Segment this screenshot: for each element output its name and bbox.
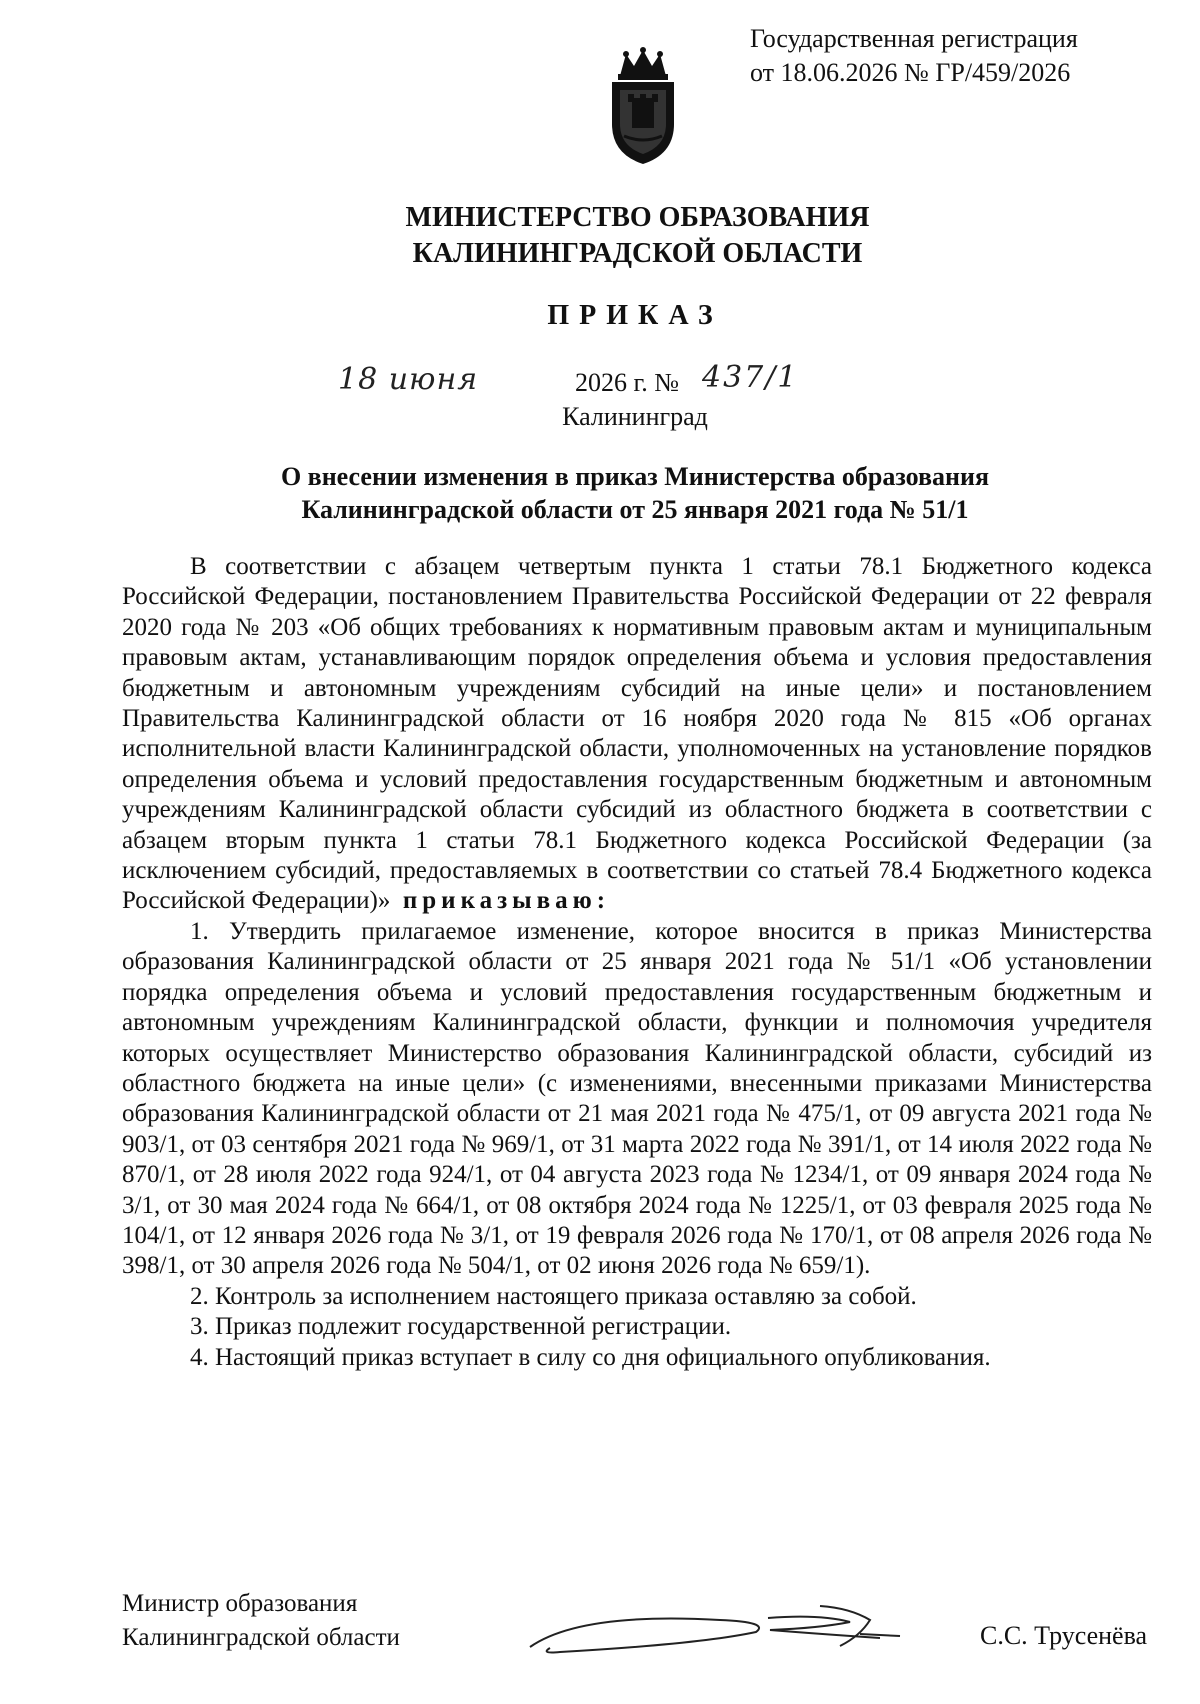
subject-line-1: О внесении изменения в приказ Министерства образования: [280, 462, 990, 491]
year-number-label: 2026 г. №: [575, 368, 680, 397]
ministry-line-1: МИНИСТЕРСТВО ОБРАЗОВАНИЯ: [405, 202, 870, 233]
registration-stamp: [750, 22, 1078, 90]
order-word: приказываю:: [402, 887, 611, 915]
order-subject: [0, 460, 1200, 526]
registration-line-2: от 18.06.2026 № ГР/459/2026: [750, 58, 1071, 87]
preamble-text: В соответствии с абзацем четвертым пункта 1 статьи 78.1 Бюджетного кодекса Российской Федерации, постановлением Правительства Российской Федерации от 22 февраля 2020 года № 203 «Об общих требованиях к нормативным правовым актам и муниципальным правовым актам, устанавливающим порядок определения объема и условия предоставления бюджетным и автономным учреждениям субсидий на иные цели» и постановлением Правительства Калининградской области от 16 ноября 2020 года № 815 «Об органах исполнительной власти Калининградской области, уполномоченных на установление порядков определения объема и условий предоставления государственным бюджетным и автономным учреждениям Калининградской области субсидий из областного бюджета в соответствии с абзацем вторым пункта 1 статьи 78.1 Бюджетного кодекса Российской Федерации (за исключением субсидий, предоставляемых в соответствии со статьей 78.4 Бюджетного кодекса Российской Федерации)»: [122, 553, 1152, 915]
position-line-2: Калининградской области: [122, 1624, 400, 1651]
order-title: ПРИКАЗ: [547, 300, 723, 331]
subject-line-2: Калининградской области от 25 января 2021 года № 51/1: [301, 495, 969, 524]
handwritten-signature-icon: [520, 1592, 940, 1662]
coat-of-arms-icon: [598, 46, 688, 166]
item-3-paragraph: 3. Приказ подлежит государственной регистрации.: [190, 1313, 732, 1341]
item-1-paragraph: 1. Утвердить прилагаемое изменение, которое вносится в приказ Министерства образования Калининградской области от 25 января 2021 года № 51/1 «Об установлении порядка определения объема и условий предоставления государственным бюджетным и автономным учреждениям Калининградской области, функции и полномочия учредителя которых осуществляет Министерство образования Калининградской области, субсидий из областного бюджета на иные цели» (с изменениями, внесенными приказами Министерства образования Калининградской области от 21 мая 2021 года № 475/1, от 09 августа 2021 года № 903/1, от 03 сентября 2021 года № 969/1, от 31 марта 2022 года № 391/1, от 14 июля 2022 года № 870/1, от 28 июля 2022 года 924/1, от 04 августа 2023 года № 1234/1, от 09 января 2024 года № 3/1, от 30 мая 2024 года № 664/1, от 08 октября 2024 года № 1225/1, от 03 февраля 2025 года № 104/1, от 12 января 2026 года № 3/1, от 19 февраля 2026 года № 170/1, от 08 апреля 2026 года № 398/1, от 30 апреля 2026 года № 504/1, от 02 июня 2026 года № 659/1).: [122, 917, 1152, 1280]
registration-line-1: Государственная регистрация: [750, 24, 1078, 53]
city-name: Калининград: [562, 402, 708, 431]
preamble-paragraph: [122, 552, 1152, 917]
handwritten-date: 18 июня: [338, 362, 479, 397]
ministry-line-2: КАЛИНИНГРАДСКОЙ ОБЛАСТИ: [412, 238, 863, 269]
handwritten-order-number: 437/1: [702, 360, 799, 395]
item-4-paragraph: 4. Настоящий приказ вступает в силу со дня официального опубликования.: [190, 1343, 991, 1371]
position-line-1: Министр образования: [122, 1590, 358, 1617]
order-body: [122, 552, 1152, 1373]
signer-position: [122, 1587, 400, 1655]
signer-name: С.С. Трусенёва: [980, 1621, 1148, 1650]
item-2-paragraph: 2. Контроль за исполнением настоящего приказа оставляю за собой.: [190, 1282, 917, 1310]
ministry-header: [0, 200, 1200, 272]
order-date-line: [0, 362, 1200, 406]
